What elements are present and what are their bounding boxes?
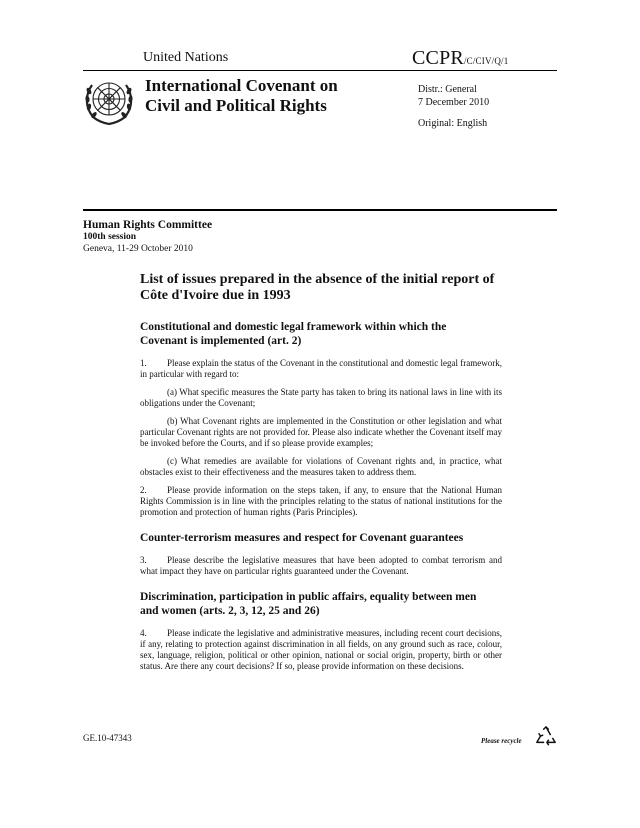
paragraph-number: 4.: [140, 628, 147, 638]
document-title: [140, 272, 502, 304]
section-heading: Counter-terrorism measures and respect for Covenant guarantees: [140, 532, 464, 544]
header-rule: [83, 70, 557, 71]
header-bottom-rule: [83, 209, 557, 211]
paragraph-2: [140, 485, 502, 518]
committee-block: [83, 219, 212, 255]
paragraph-1a: (a) What specific measures the State party has taken to bring its national laws in line with its obligations under the Covenant;: [140, 387, 502, 408]
document-symbol-main: CCPR: [412, 47, 464, 69]
committee-place: Geneva, 11-29 October 2010: [83, 244, 193, 254]
paragraph-text: Please describe the legislative measures that have been adopted to combat terrorism and what impact they have on particular rights guaranteed under the Covenant.: [140, 555, 502, 576]
paragraph-1b: (b) What Covenant rights are implemented in the Constitution or other legislation and what particular Covenant rights are not provided for. Please also indicate whether the Covenant itself may be invoked before the Courts, and if so please provide examples;: [140, 416, 502, 448]
recycle-icon: [535, 725, 557, 747]
document-title-line1: List of issues prepared in the absence of the initial report of: [140, 272, 495, 287]
footer-reference: GE.10-47343: [83, 733, 132, 743]
paragraph-text: Please explain the status of the Covenant in the constitutional and domestic legal framework, in particular with regard to:: [140, 358, 502, 379]
organization-name: United Nations: [143, 50, 229, 65]
document-symbol-suffix: /C/CIV/Q/1: [463, 56, 509, 66]
paragraph-text: Please indicate the legislative and administrative measures, including recent court decisions, if any, relating to protection against discrimination in all fields, on any ground such as race, colour, sex, language, religion, political or other opinion, national or social origin, property, birth or other status. Are there any court decisions? If so, please provide information on these decisions.: [140, 628, 502, 671]
un-emblem-icon: [83, 75, 135, 127]
distribution: Distr.: General: [418, 84, 477, 95]
paragraph-4: [140, 628, 502, 672]
paragraph-1c: (c) What remedies are available for violations of Covenant rights and, in practice, what obstacles exist to their effectiveness and the measures taken to address them.: [140, 456, 502, 477]
document-body: [140, 272, 502, 679]
section-heading-line1: Discrimination, participation in public affairs, equality between men: [140, 591, 477, 603]
committee-name: Human Rights Committee: [83, 219, 213, 231]
paragraph-1: [140, 358, 502, 380]
paragraph-number: 2.: [140, 485, 147, 495]
covenant-title-line2: Civil and Political Rights: [145, 96, 327, 115]
section-heading-line2: Covenant is implemented (art. 2): [140, 335, 302, 347]
paragraph-number: 3.: [140, 555, 147, 565]
original-language: Original: English: [418, 118, 488, 129]
document-symbol: [412, 47, 508, 70]
paragraph-text: Please provide information on the steps taken, if any, to ensure that the National Human Rights Commission is in line with the principles relating to the status of national institutions for the promotion and protection of human rights (Paris Principles).: [140, 485, 502, 517]
section-heading: [140, 320, 502, 348]
covenant-title: [145, 76, 338, 116]
document-title-line2: Côte d'Ivoire due in 1993: [140, 288, 291, 303]
section-heading-line2: and women (arts. 2, 3, 12, 25 and 26): [140, 605, 320, 617]
section-heading-line1: Constitutional and domestic legal framework within which the: [140, 321, 447, 333]
distribution-block: [418, 83, 489, 109]
committee-session: 100th session: [83, 232, 137, 242]
covenant-title-line1: International Covenant on: [145, 76, 338, 95]
issue-date: 7 December 2010: [418, 97, 490, 108]
recycle-label: Please recycle: [481, 737, 522, 745]
section-heading: [140, 590, 502, 618]
paragraph-number: 1.: [140, 358, 147, 368]
paragraph-3: [140, 555, 502, 577]
